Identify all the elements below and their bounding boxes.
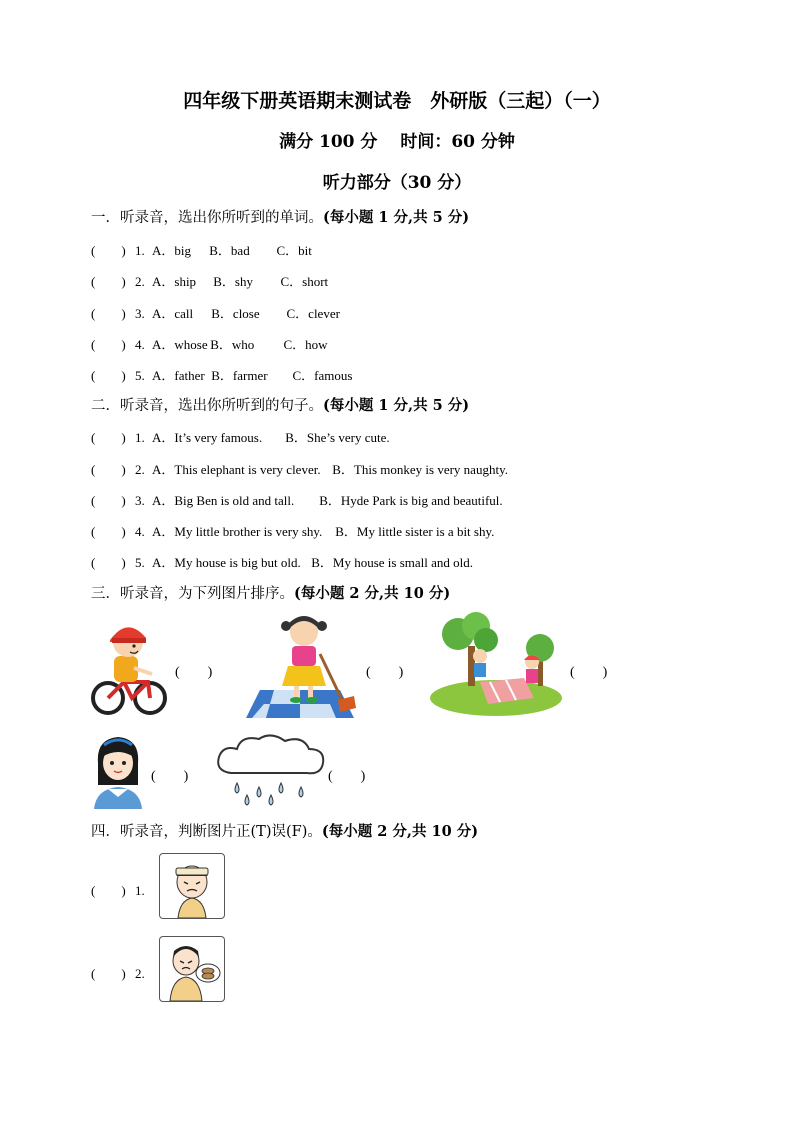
option-b: B．who — [210, 337, 255, 352]
option-b: B．shy — [213, 274, 253, 289]
q2-score: (每小题 1 分,共 5 分) — [323, 397, 470, 414]
option-b: B．bad — [209, 243, 250, 258]
option-c: C．bit — [276, 243, 312, 258]
answer-blank[interactable]: ( ) — [91, 493, 126, 508]
option-c: C．short — [280, 274, 329, 289]
item-number: 2. — [135, 274, 145, 289]
q1-item — [91, 334, 328, 353]
item-number: 5. — [135, 368, 145, 383]
q2-item — [91, 521, 494, 540]
option-b: B．My house is small and old. — [311, 555, 474, 570]
option-a: A．My little brother is very shy. — [152, 524, 323, 539]
option-a: A．My house is big but old. — [152, 555, 301, 570]
q4-item — [91, 880, 145, 899]
picnic-icon — [428, 612, 564, 718]
option-b: B．My little sister is a bit shy. — [335, 524, 495, 539]
q3-heading — [91, 582, 450, 603]
answer-blank[interactable]: ( ) — [91, 555, 126, 570]
page-title: 四年级下册英语期末测试卷 外研版（三起）（一） — [183, 90, 611, 112]
q1-item — [91, 365, 352, 384]
q3-heading-text: 三．听录音，为下列图片排序。 — [91, 586, 294, 602]
option-b: B．close — [211, 306, 260, 321]
q4-heading — [91, 820, 478, 841]
sweeping-girl-icon — [244, 612, 356, 720]
option-a: A．whose — [152, 337, 208, 352]
option-b: B．This monkey is very naughty. — [332, 462, 508, 477]
option-a: A．call — [152, 306, 194, 321]
answer-blank[interactable]: ( ) — [91, 462, 126, 477]
option-c: C．clever — [286, 306, 340, 321]
q1-score: (每小题 1 分,共 5 分) — [323, 209, 470, 226]
q2-item — [91, 552, 473, 571]
q2-item — [91, 427, 390, 446]
q3-blank[interactable]: ( ) — [570, 665, 608, 680]
q2-heading-text: 二．听录音，选出你所听到的句子。 — [91, 398, 323, 414]
option-b: B．She’s very cute. — [285, 430, 390, 445]
item-number: 4. — [135, 337, 145, 352]
q1-item — [91, 303, 340, 322]
answer-blank[interactable]: ( ) — [91, 966, 126, 981]
option-a: A．father — [152, 368, 205, 383]
score-time-line: 满分 100 分 时间：60 分钟 — [279, 132, 515, 152]
answer-blank[interactable]: ( ) — [91, 524, 126, 539]
item-number: 1. — [135, 430, 145, 445]
girl-portrait-icon — [90, 733, 146, 809]
q3-blank[interactable]: ( ) — [328, 769, 366, 784]
item-number: 4. — [135, 524, 145, 539]
q4-score: (每小题 2 分,共 10 分) — [321, 823, 479, 840]
q4-heading-text: 四．听录音，判断图片正(T)误(F)。 — [91, 824, 322, 840]
answer-blank[interactable]: ( ) — [91, 274, 126, 289]
q1-item — [91, 240, 312, 259]
q2-heading — [91, 394, 469, 415]
option-c: C．famous — [292, 368, 353, 383]
q3-blank[interactable]: ( ) — [175, 665, 213, 680]
answer-blank[interactable]: ( ) — [91, 430, 126, 445]
item-number: 3. — [135, 306, 145, 321]
q1-item — [91, 271, 328, 290]
item-number: 5. — [135, 555, 145, 570]
q3-blank[interactable]: ( ) — [366, 665, 404, 680]
answer-blank[interactable]: ( ) — [91, 883, 126, 898]
bike-rider-icon — [90, 612, 168, 718]
option-b: B．farmer — [211, 368, 268, 383]
q3-blank[interactable]: ( ) — [151, 769, 189, 784]
q4-picture-frame — [159, 936, 225, 1002]
answer-blank[interactable]: ( ) — [91, 306, 126, 321]
q1-heading-text: 一．听录音，选出你所听到的单词。 — [91, 210, 323, 226]
item-number: 2. — [135, 462, 145, 477]
q4-picture-frame — [159, 853, 225, 919]
item-number: 2. — [135, 966, 145, 981]
headache-girl-icon — [160, 854, 224, 918]
q1-heading — [91, 206, 469, 227]
item-number: 3. — [135, 493, 145, 508]
q4-item — [91, 963, 145, 982]
option-a: A．Big Ben is old and tall. — [152, 493, 295, 508]
answer-blank[interactable]: ( ) — [91, 337, 126, 352]
stomachache-boy-icon — [160, 937, 224, 1001]
option-a: A．ship — [152, 274, 197, 289]
option-a: A．big — [152, 243, 192, 258]
item-number: 1. — [135, 243, 145, 258]
q2-item — [91, 490, 503, 509]
item-number: 1. — [135, 883, 145, 898]
option-b: B．Hyde Park is big and beautiful. — [319, 493, 503, 508]
rain-cloud-icon — [213, 733, 327, 809]
answer-blank[interactable]: ( ) — [91, 243, 126, 258]
q2-item — [91, 459, 508, 478]
option-a: A．It’s very famous. — [152, 430, 263, 445]
q3-score: (每小题 2 分,共 10 分) — [294, 585, 451, 602]
option-a: A．This elephant is very clever. — [152, 462, 321, 477]
option-c: C．how — [283, 337, 328, 352]
listening-section-header: 听力部分（30 分） — [322, 173, 472, 193]
answer-blank[interactable]: ( ) — [91, 368, 126, 383]
